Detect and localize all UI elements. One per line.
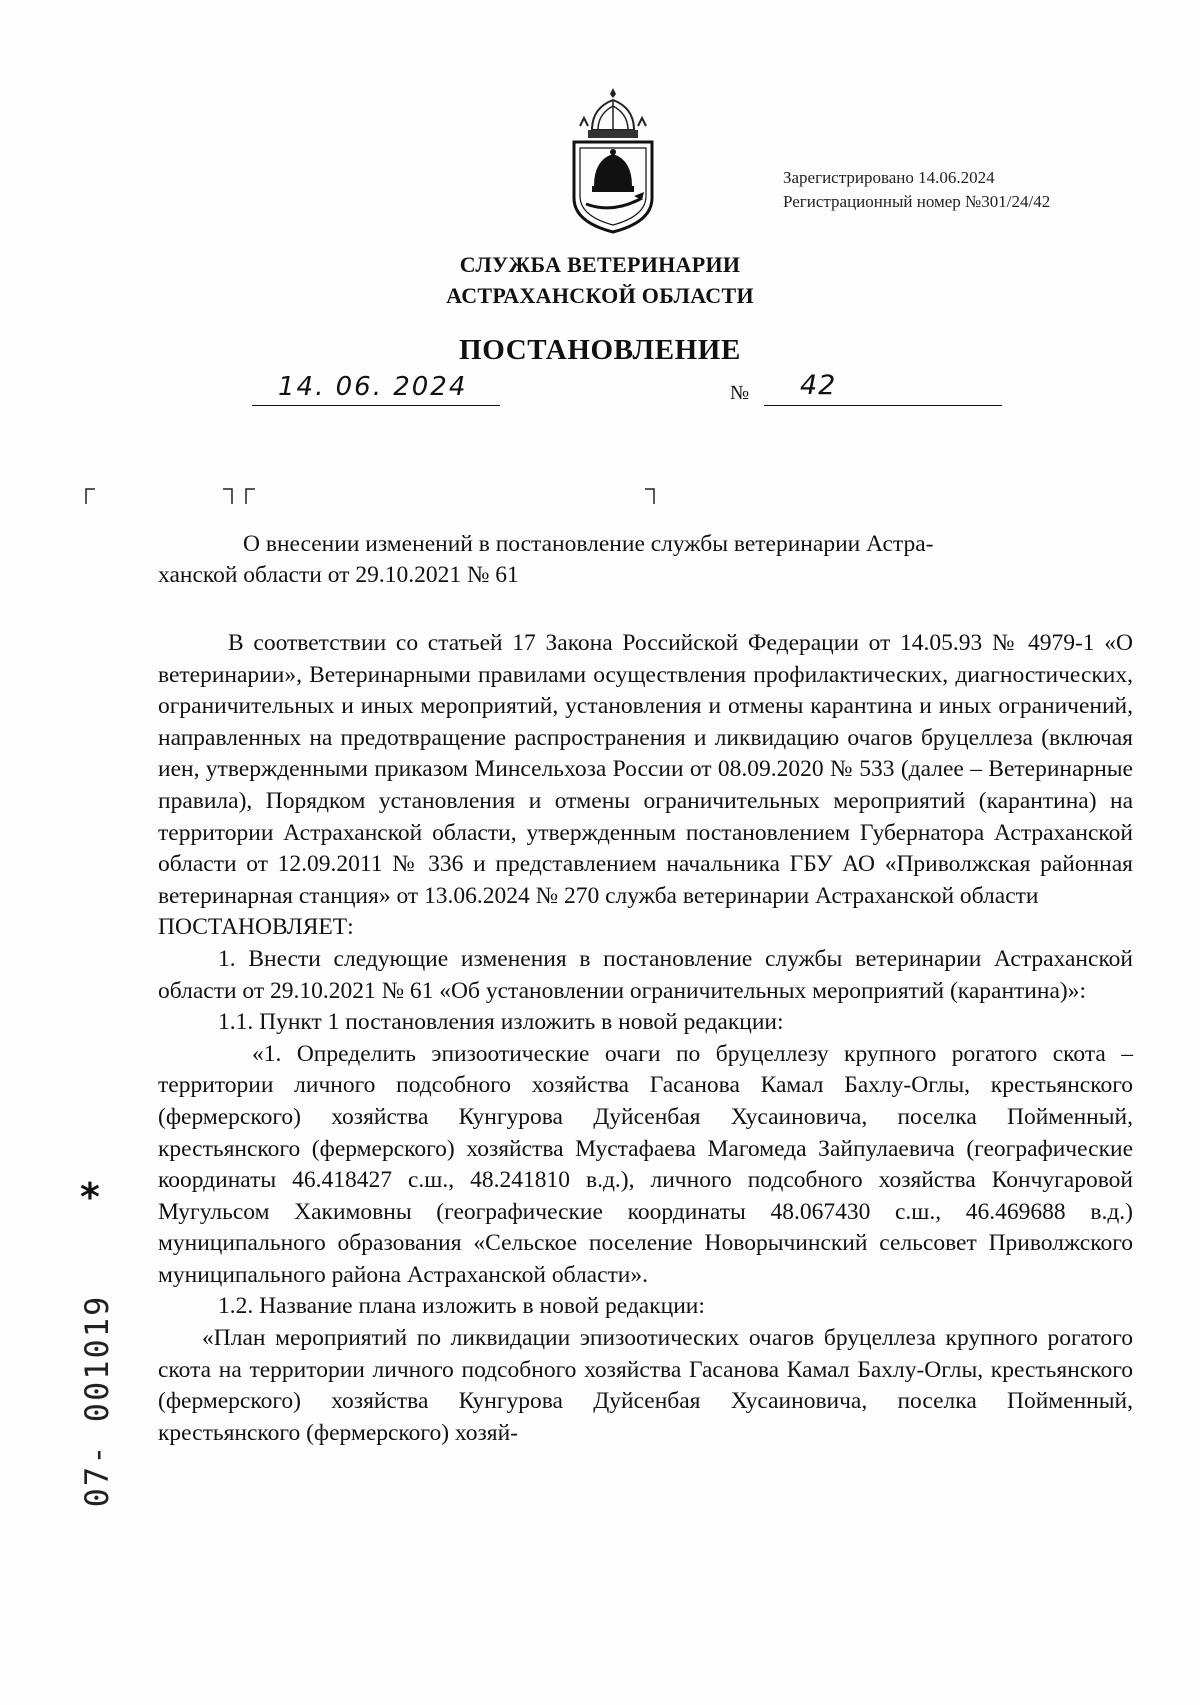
organization-line-1: СЛУЖБА ВЕТЕРИНАРИИ	[459, 252, 741, 277]
number-sign: №	[730, 382, 750, 404]
resolves-heading: ПОСТАНОВЛЯЕТ:	[158, 914, 354, 941]
registration-date: Зарегистрировано 14.06.2024	[783, 168, 995, 187]
date-underline	[252, 405, 500, 406]
subject-line-1: О внесении изменений в постановление службы ветеринарии Астра-	[243, 531, 934, 557]
clause-1-paragraph: 1. Внести следующие изменения в постановление службы ветеринарии Астраханской области от 29.10.2021 № 61 «Об установлении ограничительных мероприятий (карантина)»:	[158, 945, 1133, 1004]
document-body	[158, 628, 1133, 1449]
corner-mark-top-left	[85, 488, 95, 504]
corner-mark-top-right	[223, 488, 233, 504]
handwritten-date: 14. 06. 2024	[278, 372, 468, 402]
organization-name	[0, 249, 1200, 311]
clause-1-1-text: «1. Определить эпизоотические очаги по бруцеллезу крупного рогатого скота – территории личного подсобного хозяйства Гасанова Камал Бахлу-Оглы, крестьянского (фермерского) хозяйства Кунгурова Дуйсенбая Хусаиновича, поселка Пойменный, крестьянского (фермерского) хозяйства Мустафаева Магомеда Зайпулаевича (географические координаты 46.418427 с.ш., 48.241810 в.д.), личного подсобного хозяйства Кончугаровой Мугульсом Хакимовны (географические координаты 48.067430 с.ш., 46.469688 в.д.) муниципального образования «Сельское поселение Новорычинский сельсовет Приволжского муниципального района Астраханской области».	[158, 1040, 1133, 1288]
registration-number: Регистрационный номер №301/24/42	[783, 192, 1051, 211]
clause-1-2-paragraph: 1.2. Название плана изложить в новой редакции:	[218, 1293, 705, 1320]
number-underline	[764, 405, 1002, 406]
margin-asterisk-mark: *	[80, 1175, 100, 1219]
preamble-paragraph: В соответствии со статьей 17 Закона Российской Федерации от 14.05.93 № 4979-1 «О ветеринарии», Ветеринарными правилами осуществления профилактических, диагностических, ограничительных и иных мероприятий, установления и отмены карантина и иных ограничений, направленных на предотвращение распространения и ликвидацию очагов бруцеллеза (включая иен, утвержденными приказом Минсельхоза России от 08.09.2020 № 533 (далее – Ветеринарные правила), Порядком установления и отмены ограничительных мероприятий (карантина) на территории Астраханской области, утвержденным постановлением Губернатора Астраханской области от 12.09.2011 № 336 и представлением начальника ГБУ АО «Приволжская районная ветеринарная станция» от 13.06.2024 № 270 служба ветеринарии Астраханской области	[158, 630, 1133, 909]
corner-mark-top-right	[645, 488, 655, 504]
organization-line-2: АСТРАХАНСКОЙ ОБЛАСТИ	[446, 283, 754, 308]
handwritten-number: 42	[800, 370, 837, 401]
document-type-title: ПОСТАНОВЛЕНИЕ	[459, 334, 741, 366]
registration-note	[783, 166, 1050, 214]
subject-line-2: ханской области от 29.10.2021 № 61	[158, 562, 519, 588]
coat-of-arms-emblem	[568, 86, 658, 236]
clause-1-1-paragraph: 1.1. Пункт 1 постановления изложить в новой редакции:	[218, 1009, 784, 1036]
clause-1-2-text: «План мероприятий по ликвидации эпизоотических очагов бруцеллеза крупного рогатого скота на территории личного подсобного хозяйства Гасанова Камал Бахлу-Оглы, крестьянского (фермерского) хозяйства Кунгурова Дуйсенбая Хусаиновича, поселка Пойменный, крестьянского (фермерского) хозяй-	[158, 1325, 1133, 1446]
corner-mark-top-left	[245, 488, 255, 504]
margin-stamp-text: 07- 001019	[78, 1294, 116, 1508]
document-subject	[158, 529, 1133, 591]
